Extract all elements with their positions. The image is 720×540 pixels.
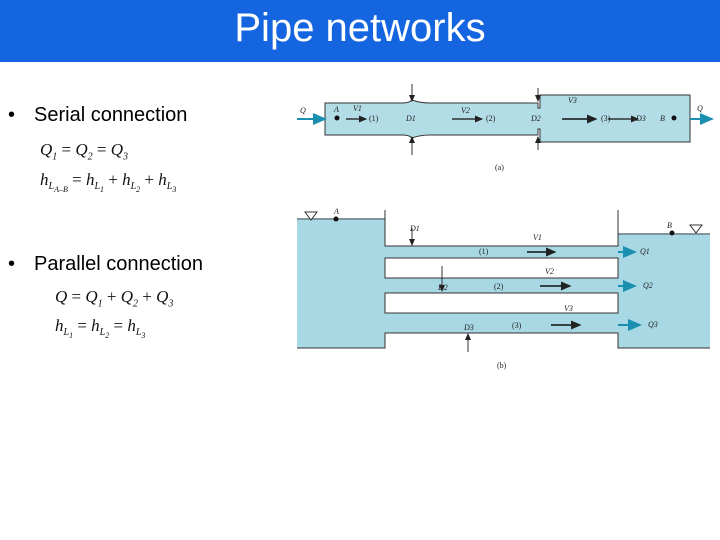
parallel-seg2: (2)	[494, 282, 504, 291]
parallel-b-label: B	[667, 221, 672, 230]
serial-flow-equation: $Q_1 = Q_2 = Q_3$	[40, 140, 129, 163]
parallel-point-b	[670, 231, 675, 236]
series-d3: D3	[636, 114, 646, 123]
series-diagram	[297, 84, 712, 172]
parallel-v3: V3	[564, 304, 573, 313]
parallel-v2: V2	[545, 267, 554, 276]
series-q-in: Q	[300, 106, 306, 115]
serial-head-loss-equation: $h_{L_{A-B}} = h_{L_1} + h_{L_2} + h_{L_3}$	[40, 170, 177, 195]
series-d2: D2	[531, 114, 541, 123]
series-a-label: A	[334, 105, 339, 114]
parallel-q1: Q1	[640, 247, 650, 256]
series-v2: V2	[461, 106, 470, 115]
parallel-v1: V1	[533, 233, 542, 242]
free-surface-triangle-icon	[690, 225, 702, 233]
series-v3: V3	[568, 96, 577, 105]
parallel-point-a	[334, 217, 339, 222]
series-seg2: (2)	[486, 114, 496, 123]
parallel-seg1: (1)	[479, 247, 489, 256]
series-point-a	[335, 116, 340, 121]
parallel-q3: Q3	[648, 320, 658, 329]
slide-title: Pipe networks	[234, 6, 486, 50]
pipe-separator-1	[385, 258, 618, 278]
reservoir-walls-top	[385, 210, 618, 246]
bullet-dot-icon: •	[8, 104, 16, 126]
parallel-head-loss-equation: $h_{L_1} = h_{L_2} = h_{L_3}$	[55, 316, 146, 341]
parallel-flow-equation: $Q = Q_1 + Q_2 + Q_3$	[55, 287, 174, 310]
series-point-b	[672, 116, 677, 121]
parallel-d1: D1	[410, 224, 420, 233]
parallel-a-label: A	[334, 207, 339, 216]
parallel-diagram	[297, 207, 710, 370]
series-v1: V1	[353, 104, 362, 113]
parallel-d3: D3	[464, 323, 474, 332]
series-seg1: (1)	[369, 114, 379, 123]
parallel-seg3: (3)	[512, 321, 522, 330]
parallel-d2: D2	[438, 283, 448, 292]
parallel-q2: Q2	[643, 281, 653, 290]
bullet-serial-text: Serial connection	[34, 104, 188, 126]
bullet-dot-icon: •	[8, 253, 16, 275]
series-d1: D1	[406, 114, 416, 123]
bullet-parallel-text: Parallel connection	[34, 253, 203, 275]
pipe-separator-2	[385, 293, 618, 313]
series-seg3: (3)	[601, 114, 611, 123]
series-q-out: Q	[697, 104, 703, 113]
parallel-caption: (b)	[497, 361, 507, 370]
series-b-label: B	[660, 114, 665, 123]
series-caption: (a)	[495, 163, 504, 172]
